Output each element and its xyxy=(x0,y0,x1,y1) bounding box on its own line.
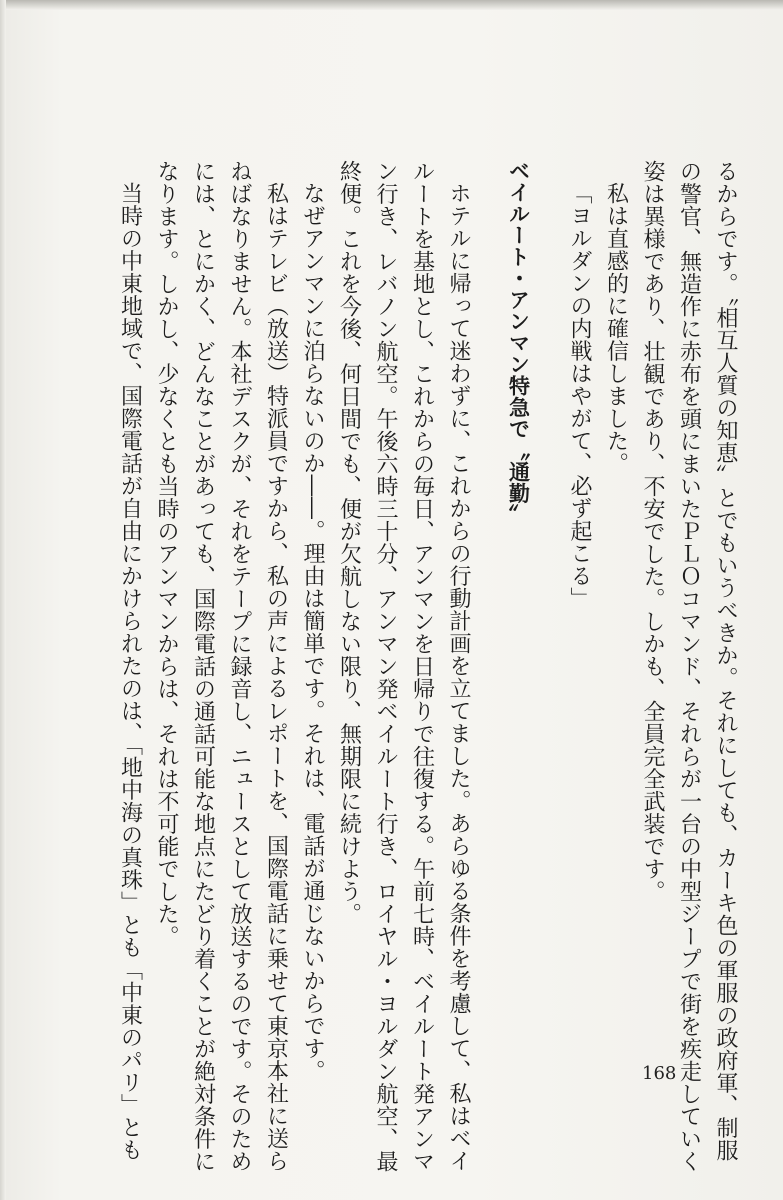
text-column-10: なぜアンマンに泊らないのか――。理由は簡単です。それは、電話が通じないからです。 xyxy=(300,182,325,1082)
text-column-3: 姿は異様であり、壮観であり、不安でした。しかも、全員完全武装です。 xyxy=(640,160,665,903)
text-column-11: 私はテレビ（放送）特派員ですから、私の声によるレポートを、国際電話に乗せて東京本社に送ら xyxy=(263,182,289,1172)
text-column-12: ねばなりません。本社デスクが、それをテープに録音し、ニュースとして放送するのです。そのため xyxy=(227,160,252,1173)
text-column-2: の警官、無造作に赤布を頭にまいたＰＬＯコマンド、それらが一台の中型ジープで街を疾走していく xyxy=(676,160,702,1173)
text-column-4: 私は直感的に確信しました。 xyxy=(603,182,629,475)
page-left-edge xyxy=(0,0,6,1200)
text-column-8: ン行き、レバノン航空。午後六時三十分、アンマン発ベイルート行き、ロイヤル・ヨルダン航空、最 xyxy=(373,160,398,1173)
text-column-7: ルートを基地とし、これからの毎日、アンマンを日帰りで往復する。午前七時、ベイルート発アンマ xyxy=(409,160,435,1173)
section-heading: ベイルート・アンマン特急で〝通勤〟 xyxy=(506,160,531,526)
page-top-edge xyxy=(0,0,783,10)
text-column-9: 終便。これを今後、何日間でも、便が欠航しない限り、無期限に続けよう。 xyxy=(336,160,362,925)
text-column-14: なります。しかし、少なくとも当時のアンマンからは、それは不可能でした。 xyxy=(154,160,179,948)
text-column-6: ホテルに帰って迷わずに、これからの行動計画を立てました。あらゆる条件を考慮して、私はベイ xyxy=(446,182,471,1172)
text-column-13: には、とにかく、どんなことがあっても、国際電話の通話可能な地点にたどり着くことが絶対条件に xyxy=(190,160,216,1173)
text-column-15: 当時の中東地域で、国際電話が自由にかけられたのは、「地中海の真珠」とも「中東のパリ」とも xyxy=(117,182,143,1161)
text-column-1: るからです。〝相互人質の知恵〟とでもいうべきか。それにしても、カーキ色の軍服の政府軍、制服 xyxy=(713,160,738,1162)
text-column-5: 「ヨルダンの内戦はやがて、必ず起こる」 xyxy=(567,182,592,610)
page-number: 168 xyxy=(642,1063,677,1084)
